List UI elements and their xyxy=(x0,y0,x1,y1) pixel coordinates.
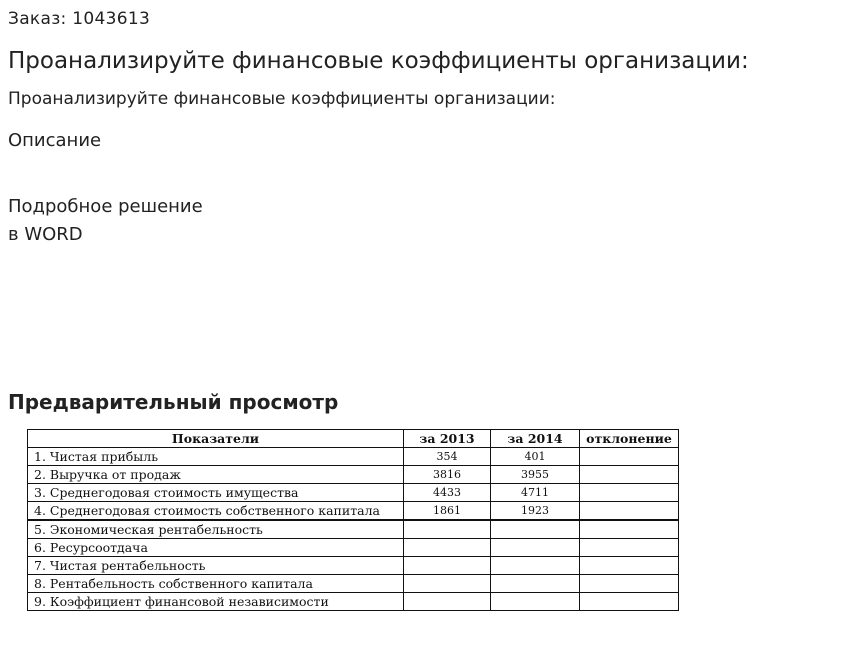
indicator-name: 9. Коэффициент финансовой независимости xyxy=(28,593,404,611)
value-2014 xyxy=(491,575,580,593)
solution-line-2: в WORD xyxy=(8,224,83,245)
table-header-row xyxy=(28,430,679,448)
table-row xyxy=(28,557,679,575)
value-2013 xyxy=(404,593,491,611)
order-number: Заказ: 1043613 xyxy=(8,9,151,29)
value-2014 xyxy=(491,520,580,539)
header-2014: за 2014 xyxy=(491,430,580,448)
value-2013 xyxy=(404,539,491,557)
value-2014 xyxy=(491,539,580,557)
value-deviation xyxy=(580,466,679,484)
value-deviation xyxy=(580,575,679,593)
value-deviation xyxy=(580,557,679,575)
value-2014: 4711 xyxy=(491,484,580,502)
indicator-name: 8. Рентабельность собственного капитала xyxy=(28,575,404,593)
value-deviation xyxy=(580,484,679,502)
value-2013: 354 xyxy=(404,448,491,466)
indicator-name: 5. Экономическая рентабельность xyxy=(28,520,404,539)
table-row xyxy=(28,484,679,502)
table-row xyxy=(28,593,679,611)
indicator-name: 2. Выручка от продаж xyxy=(28,466,404,484)
page-title: Проанализируйте финансовые коэффициенты организации: xyxy=(8,48,749,74)
value-deviation xyxy=(580,539,679,557)
indicator-name: 4. Среднегодовая стоимость собственного капитала xyxy=(28,502,404,521)
table-row xyxy=(28,539,679,557)
value-2013 xyxy=(404,557,491,575)
table-row xyxy=(28,448,679,466)
value-2013: 1861 xyxy=(404,502,491,521)
value-deviation xyxy=(580,520,679,539)
indicator-name: 7. Чистая рентабельность xyxy=(28,557,404,575)
solution-info xyxy=(8,193,203,249)
value-2014: 401 xyxy=(491,448,580,466)
table-row xyxy=(28,575,679,593)
value-2013: 3816 xyxy=(404,466,491,484)
task-statement: Проанализируйте финансовые коэффициенты организации: xyxy=(8,89,556,109)
description-label: Описание xyxy=(8,130,102,151)
value-2013: 4433 xyxy=(404,484,491,502)
value-deviation xyxy=(580,448,679,466)
indicator-name: 6. Ресурсоотдача xyxy=(28,539,404,557)
solution-line-1: Подробное решение xyxy=(8,196,203,217)
preview-document xyxy=(27,429,679,611)
header-2013: за 2013 xyxy=(404,430,491,448)
value-2014 xyxy=(491,593,580,611)
preview-heading: Предварительный просмотр xyxy=(8,390,339,414)
value-2014: 1923 xyxy=(491,502,580,521)
indicator-name: 3. Среднегодовая стоимость имущества xyxy=(28,484,404,502)
header-indicators: Показатели xyxy=(28,430,404,448)
indicator-name: 1. Чистая прибыль xyxy=(28,448,404,466)
value-2014: 3955 xyxy=(491,466,580,484)
table-row xyxy=(28,520,679,539)
value-2013 xyxy=(404,575,491,593)
value-2014 xyxy=(491,557,580,575)
header-deviation: отклонение xyxy=(580,430,679,448)
financial-ratios-table xyxy=(27,429,679,611)
table-row xyxy=(28,466,679,484)
value-2013 xyxy=(404,520,491,539)
value-deviation xyxy=(580,593,679,611)
value-deviation xyxy=(580,502,679,521)
table-row xyxy=(28,502,679,521)
